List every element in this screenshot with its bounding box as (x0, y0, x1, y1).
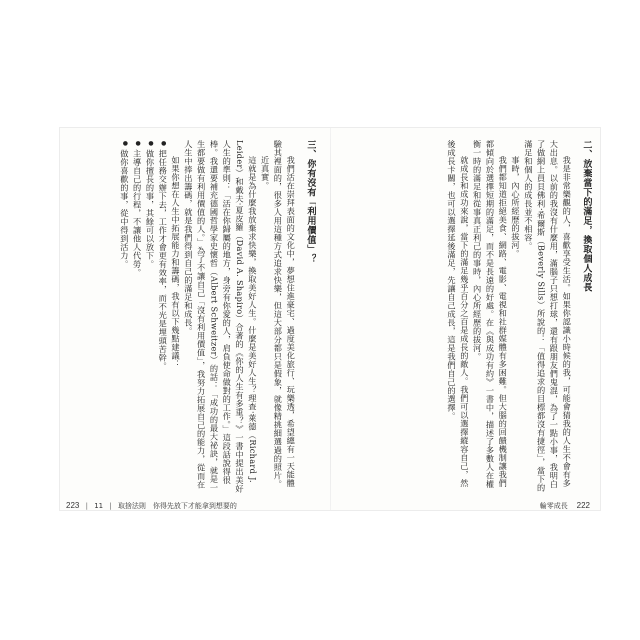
paragraph: 如果你想在人生中拓展能力和籌碼，我有以下幾點建議： (171, 156, 182, 369)
paragraph: 這就是為什麼我放棄求快樂，換取美好人生。什麼是美好人生？理查·萊德（Richard J. Leider）和戴夫·夏皮羅（David A. Shapiro）合著的《你的人生有多重？》一書中提出美好人生的準則：「活在你歸屬的地方，身旁有你愛的人，肩負使命做對的工作。」這段話說得很棒。我還要補充德國哲學家史懷哲（Albert Schweitzer）的話：「成功的最大祕訣，就是一生都要做有利用價值的人。」為了不讓自己「沒有利用價值」，我努力拓展自己的能力，從而在人生中捧出籌碼，就是我們得到自己的滿足和成長。 (183, 140, 258, 494)
page-number: 223 (66, 501, 80, 510)
section-heading: 二、放棄當下的滿足，換取個人成長 (581, 140, 592, 292)
left-page-text (66, 140, 316, 495)
paragraph: 我們都知道拒絕美食、網路、電影、電視和社群媒體有多困難。但大腦的回饋機制讓我們都傾向於選擇短期的滿足，而不是長遠的好處。在《與成功有約》一書中，描述了多數人在權衡一時的滿足和從事真正利己的事時，內心所經歷的拔河。 (472, 140, 509, 489)
section-heading: 三、你有沒有「利用價值」？ (305, 140, 316, 264)
paragraph: 就成長和成功來說，當下的滿足幾乎百分之百是成長的敵人。我們可以選擇縱容自己，然後成長卡關，也可以選擇延後滿足，先讓自己成長，這是我們自己的選擇。 (447, 140, 470, 488)
right-page (338, 128, 600, 510)
paragraph: 我們活在崇拜表面的文化中，夢想住進豪宅、過度美化旅行、玩樂透，希望總有一天能體驗其裡面的，很多人用這種方式追求快樂，但這大部分都只是假象，就像精挑細選過的照片。 (273, 140, 297, 489)
page-footer: 223 | 11 | 取捨法則 你得先放下才能拿到想要的 (66, 501, 237, 510)
right-page-text (352, 140, 592, 495)
paragraph: 事時，內心所經歷的拔河。 (511, 156, 522, 259)
running-title: 輪零成長 (539, 502, 568, 510)
bullet-item: ● 主導自己的行程，不讓他人代勞。 (131, 140, 144, 495)
running-title: 取捨法則 你得先放下才能拿到想要的 (117, 502, 237, 510)
book-gutter (330, 128, 331, 510)
paragraph: 我是非常樂觀的人，喜歡享受生活。如果你認識小時候的我，可能會猜我的人生不會有多大出息。以前的我沒有什麼用，滿腦子只想打球，還有跟朋友們鬼混，為了一點小事，我明白了做網上員貝佛利·希爾斯（Beverly Sills）所說的：「值得追求的目標都沒有捷徑」，當下的滿足和個人的成長並不相容。 (523, 140, 573, 492)
chapter-number: 11 (94, 502, 104, 510)
bullet-item: ● 做你喜歡的事，從中得到活力。 (118, 140, 131, 495)
page-number: 222 (576, 501, 590, 510)
book-spread (60, 128, 600, 510)
bullet-item: ● 把任務交辦下去，工作才會更有效率，而不光是埋頭苦幹。 (156, 140, 169, 495)
bullet-item: ● 做你擅長的事，其餘可以放下。 (144, 140, 157, 495)
paragraph: 近真實。 (260, 156, 271, 191)
left-page (60, 128, 322, 510)
page-footer (540, 501, 590, 511)
